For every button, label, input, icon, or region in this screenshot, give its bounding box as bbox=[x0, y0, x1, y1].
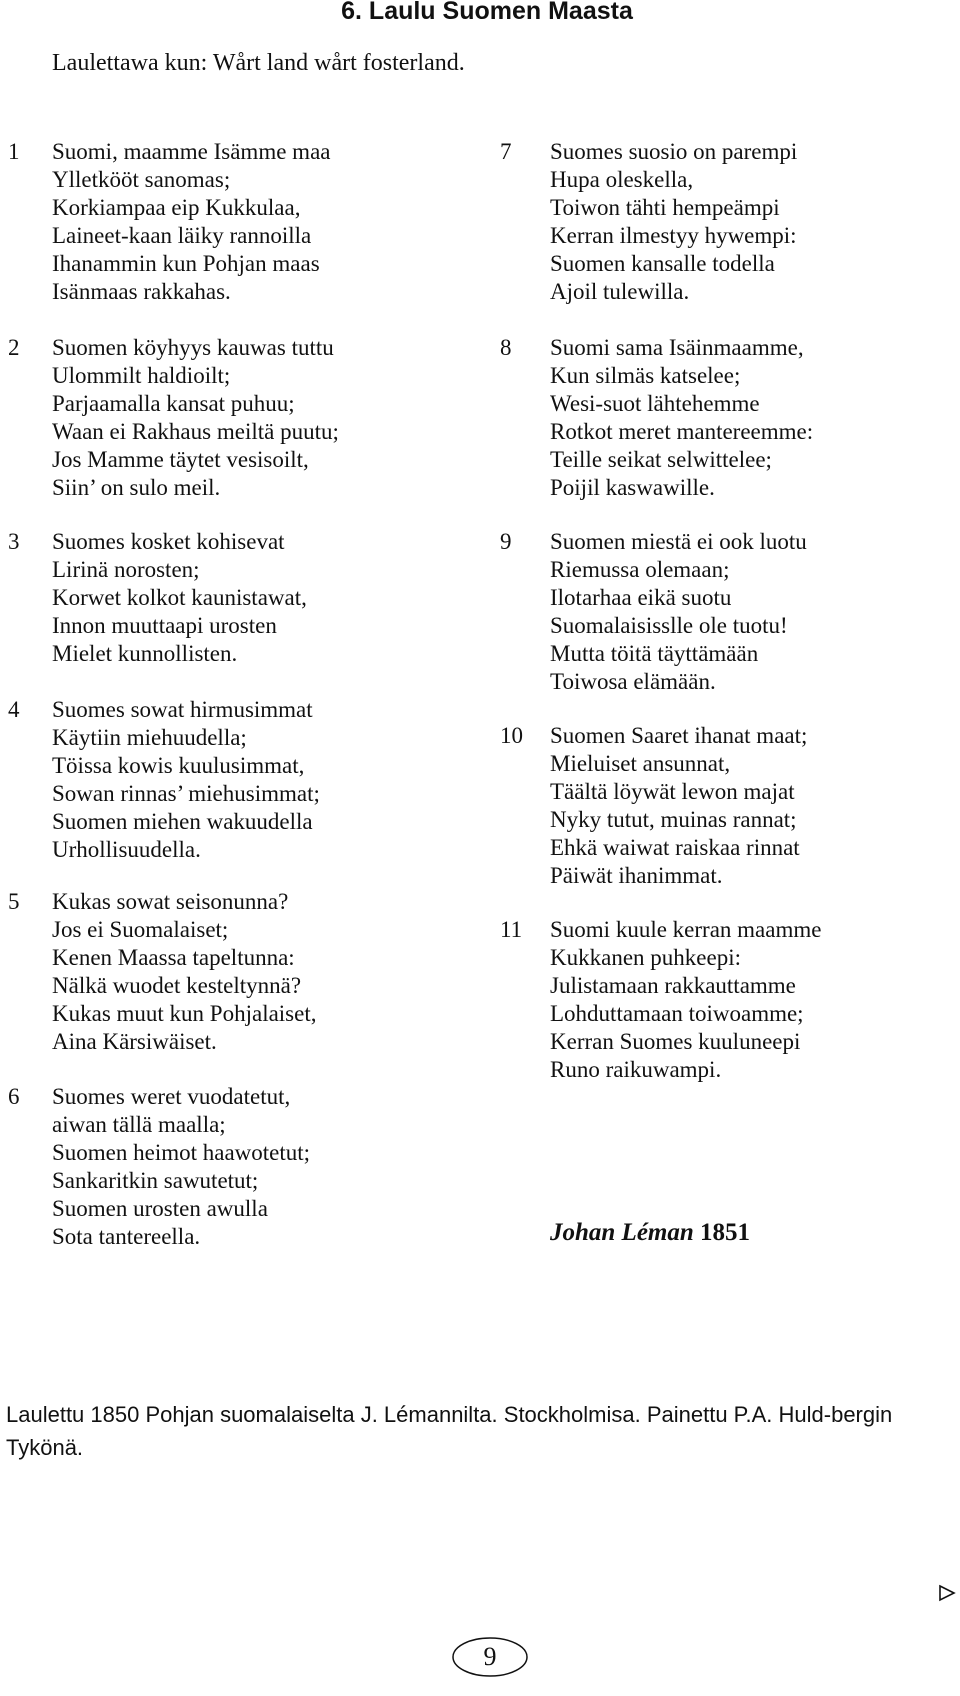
page-number bbox=[451, 1636, 529, 1678]
verse-line: Ulommilt haldioilt; bbox=[52, 363, 231, 388]
verse-line: Wesi-suot lähtehemme bbox=[550, 391, 760, 416]
verse-line: Parjaamalla kansat puhuu; bbox=[52, 391, 295, 416]
verse-line: Suomen heimot haawotetut; bbox=[52, 1140, 311, 1165]
verse-line: Sota tantereella. bbox=[52, 1224, 201, 1249]
verse-line: Mieluiset ansunnat, bbox=[550, 751, 731, 776]
verse-line: Suomen Saaret ihanat maat; bbox=[550, 723, 808, 748]
verse-number: 9 bbox=[500, 529, 512, 554]
verse-line: Nälkä wuodet kesteltynnä? bbox=[52, 973, 302, 998]
verse-line: Teille seikat selwittelee; bbox=[550, 447, 772, 472]
verse-line: Suomen kansalle todella bbox=[550, 251, 775, 276]
song-title: 6. Laulu Suomen Maasta bbox=[341, 0, 633, 25]
verse-line: Kerran Suomes kuuluneepi bbox=[550, 1029, 801, 1054]
verse-line: Julistamaan rakkauttamme bbox=[550, 973, 796, 998]
verse-line: Kenen Maassa tapeltunna: bbox=[52, 945, 295, 970]
verse-number: 11 bbox=[500, 917, 523, 942]
verse-line: Rotkot meret mantereemme: bbox=[550, 419, 814, 444]
verse-number: 4 bbox=[8, 697, 20, 722]
verse-line: Kerran ilmestyy hywempi: bbox=[550, 223, 797, 248]
verse-line: Suomen miehen wakuudella bbox=[52, 809, 313, 834]
verse-line: Suomi sama Isäinmaamme, bbox=[550, 335, 804, 360]
verse-line: Suomen urosten awulla bbox=[52, 1196, 268, 1221]
verse-line: Ylletkööt sanomas; bbox=[52, 167, 231, 192]
verse-number: 5 bbox=[8, 889, 20, 914]
verse-line: Suomes sowat hirmusimmat bbox=[52, 697, 313, 722]
verse-line: Aina Kärsiwäiset. bbox=[52, 1029, 217, 1054]
verse-number: 3 bbox=[8, 529, 20, 554]
verse-line: Riemussa olemaan; bbox=[550, 557, 730, 582]
verse-number: 2 bbox=[8, 335, 20, 360]
next-page-icon[interactable] bbox=[938, 1584, 956, 1602]
verse-line: Sankaritkin sawutetut; bbox=[52, 1168, 259, 1193]
verse-line: Runo raikuwampi. bbox=[550, 1057, 722, 1082]
verse-line: Kukas sowat seisonunna? bbox=[52, 889, 289, 914]
verse-line: Siin’ on sulo meil. bbox=[52, 475, 221, 500]
verse-line: Korwet kolkot kaunistawat, bbox=[52, 585, 307, 610]
verse-line: Isänmaas rakkahas. bbox=[52, 279, 231, 304]
verse-line: Lohduttamaan toiwoamme; bbox=[550, 1001, 804, 1026]
verse-line: Kukkanen puhkeepi: bbox=[550, 945, 741, 970]
verse-line: Jos ei Suomalaiset; bbox=[52, 917, 229, 942]
verse-line: Päiwät ihanimmat. bbox=[550, 863, 723, 888]
publication-note: Laulettu 1850 Pohjan suomalaiselta J. Lémannilta. Stockholmisa. Painettu P.A. Huld-bergin Tykönä. bbox=[6, 1402, 893, 1460]
verse-number: 1 bbox=[8, 139, 20, 164]
verse-line: Ehkä waiwat raiskaa rinnat bbox=[550, 835, 800, 860]
verse-line: Suomes suosio on parempi bbox=[550, 139, 798, 164]
verse-line: Toiwosa elämään. bbox=[550, 669, 716, 694]
triangle-right-icon bbox=[938, 1584, 956, 1602]
verse-line: Suomes kosket kohisevat bbox=[52, 529, 285, 554]
verse-number: 7 bbox=[500, 139, 512, 164]
verse-line: Suomi kuule kerran maamme bbox=[550, 917, 822, 942]
verse-line: Ilotarhaa eikä suotu bbox=[550, 585, 732, 610]
verse-line: Suomen köyhyys kauwas tuttu bbox=[52, 335, 334, 360]
verse-line: Kukas muut kun Pohjalaiset, bbox=[52, 1001, 317, 1026]
page-number-value: 9 bbox=[483, 1642, 497, 1671]
verse-line: Mielet kunnollisten. bbox=[52, 641, 238, 666]
verse-line: Toiwon tähti hempeämpi bbox=[550, 195, 780, 220]
verse-line: Kun silmäs katselee; bbox=[550, 363, 741, 388]
verse-line: Suomen miestä ei ook luotu bbox=[550, 529, 807, 554]
verse-line: Ajoil tulewilla. bbox=[550, 279, 690, 304]
verse-line: Jos Mamme täytet vesisoilt, bbox=[52, 447, 309, 472]
verse-number: 6 bbox=[8, 1084, 20, 1109]
verse-line: Käytiin miehuudella; bbox=[52, 725, 247, 750]
verse-line: Sowan rinnas’ miehusimmat; bbox=[52, 781, 320, 806]
verse-line: Täältä löywät lewon majat bbox=[550, 779, 795, 804]
verse-number: 8 bbox=[500, 335, 512, 360]
verse-line: Töissa kowis kuulusimmat, bbox=[52, 753, 305, 778]
author-name: Johan Léman bbox=[550, 1219, 694, 1246]
verse-line: aiwan tällä maalla; bbox=[52, 1112, 226, 1137]
verse-line: Nyky tutut, muinas rannat; bbox=[550, 807, 797, 832]
verse-number: 10 bbox=[500, 723, 523, 748]
verse-line: Innon muuttaapi urosten bbox=[52, 613, 277, 638]
verse-line: Laineet-kaan läiky rannoilla bbox=[52, 223, 312, 248]
author-year: 1851 bbox=[700, 1219, 751, 1246]
verse-line: Waan ei Rakhaus meiltä puutu; bbox=[52, 419, 339, 444]
verse-line: Hupa oleskella, bbox=[550, 167, 694, 192]
verse-line: Suomi, maamme Isämme maa bbox=[52, 139, 331, 164]
melody-note: Laulettawa kun: Wårt land wårt fosterland. bbox=[52, 50, 465, 76]
verse-line: Ihanammin kun Pohjan maas bbox=[52, 251, 320, 276]
signature bbox=[550, 1218, 750, 1248]
verse-line: Lirinä norosten; bbox=[52, 557, 200, 582]
verse-line: Poijil kaswawille. bbox=[550, 475, 715, 500]
verse-line: Suomalaisisslle ole tuotu! bbox=[550, 613, 788, 638]
verse-line: Mutta töitä täyttämään bbox=[550, 641, 759, 666]
verse-line: Urhollisuudella. bbox=[52, 837, 201, 862]
verse-line: Korkiampaa eip Kukkulaa, bbox=[52, 195, 301, 220]
verse-line: Suomes weret vuodatetut, bbox=[52, 1084, 291, 1109]
